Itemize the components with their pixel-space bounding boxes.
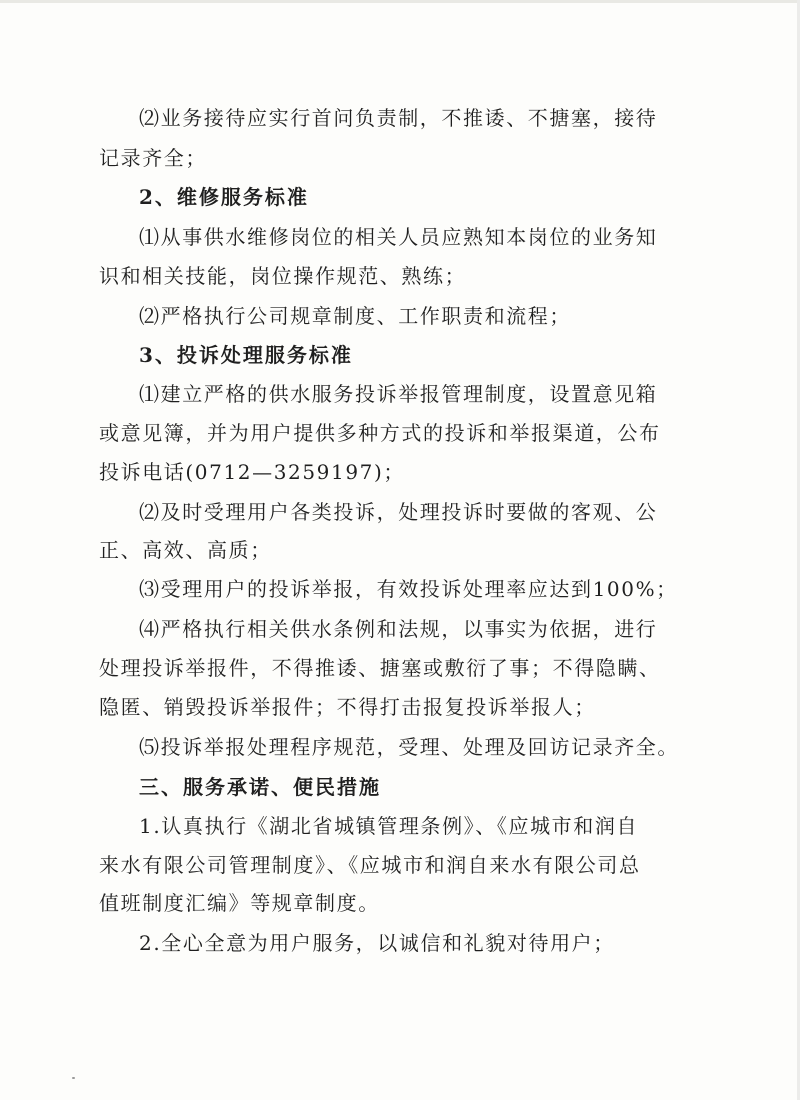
paragraph-line: 隐匿、销毁投诉举报件；不得打击报复投诉举报人； <box>99 695 596 719</box>
scan-edge-top <box>0 0 800 3</box>
paragraph-line: 记录齐全； <box>99 146 207 170</box>
paragraph-line: ⑷严格执行相关供水条例和法规，以事实为依据，进行 <box>139 617 658 641</box>
paragraph-line: 投诉电话(0712—3259197)； <box>99 460 405 484</box>
paragraph-line: 识和相关技能，岗位操作规范、熟练； <box>99 264 467 288</box>
paragraph-line: ⑴从事供水维修岗位的相关人员应熟知本岗位的业务知 <box>139 225 658 249</box>
paragraph-line: 正、高效、高质； <box>99 538 272 562</box>
section-heading: 2、维修服务标准 <box>139 185 309 209</box>
paragraph-line: 值班制度汇编》等规章制度。 <box>99 891 380 915</box>
paragraph-line: ⑵严格执行公司规章制度、工作职责和流程； <box>139 304 571 328</box>
section-heading: 三、服务承诺、便民措施 <box>139 775 381 799</box>
paragraph-line: ⑸投诉举报处理程序规范，受理、处理及回访记录齐全。 <box>139 735 679 759</box>
paragraph-line: ⑶受理用户的投诉举报，有效投诉处理率应达到100%； <box>139 577 678 601</box>
paragraph-line: ⑴建立严格的供水服务投诉举报管理制度，设置意见箱 <box>139 382 658 406</box>
paragraph-line: ⑵业务接待应实行首问负责制，不推诿、不搪塞，接待 <box>139 106 658 130</box>
scan-speck <box>72 1077 75 1079</box>
paragraph-line: ⑵及时受理用户各类投诉，处理投诉时要做的客观、公 <box>139 500 658 524</box>
paragraph-line: 1.认真执行《湖北省城镇管理条例》、《应城市和润自 <box>139 814 639 838</box>
paragraph-line: 来水有限公司管理制度》、《应城市和润自来水有限公司总 <box>99 853 641 877</box>
paragraph-line: 处理投诉举报件，不得推诿、搪塞或敷衍了事；不得隐瞒、 <box>99 656 661 680</box>
section-heading: 3、投诉处理服务标准 <box>139 343 353 367</box>
paragraph-line: 或意见簿，并为用户提供多种方式的投诉和举报渠道，公布 <box>99 421 661 445</box>
paragraph-line: 2.全心全意为用户服务，以诚信和礼貌对待用户； <box>139 931 615 955</box>
